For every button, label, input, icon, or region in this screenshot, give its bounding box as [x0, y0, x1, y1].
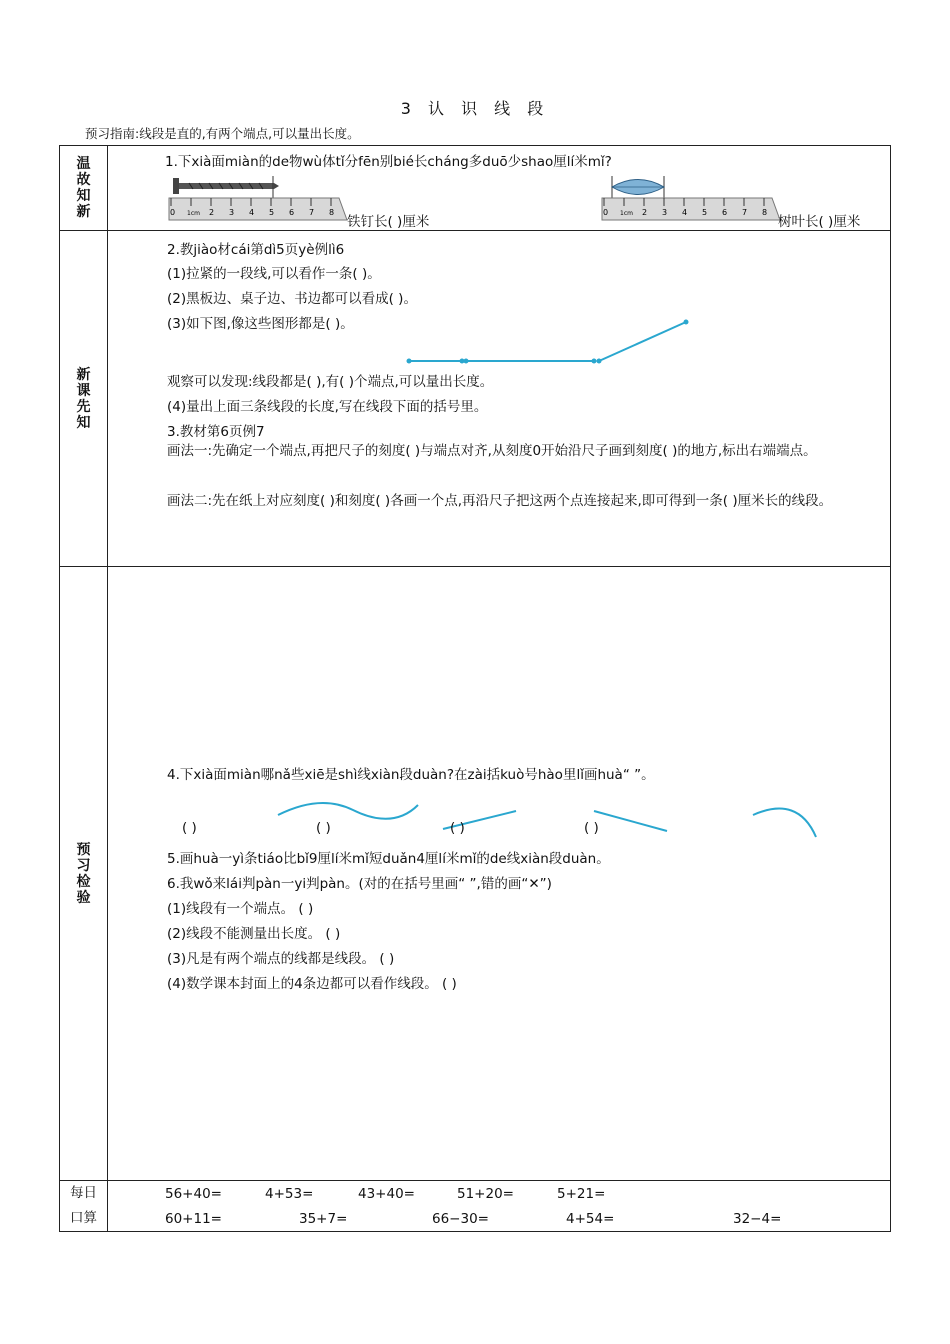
svg-text:0: 0 [170, 208, 176, 217]
q4-figures [268, 795, 888, 845]
arc-figure-4 [753, 809, 816, 837]
q2-line-1: (1)拉紧的一段线,可以看作一条( )。 [167, 266, 381, 282]
q2-line-4: (4)量出上面三条线段的长度,写在线段下面的括号里。 [167, 399, 488, 415]
ruler-1 [169, 198, 347, 220]
svg-text:8: 8 [762, 208, 768, 217]
calc-2-4: 4+54= [566, 1211, 615, 1227]
calc-1-5: 5+21= [557, 1186, 606, 1202]
calc-2-2: 35+7= [299, 1211, 348, 1227]
segment-figure-3 [594, 811, 667, 831]
svg-text:5: 5 [269, 208, 275, 217]
q2-head: 2.教jiào材cái第dì5页yè例lì6 [167, 242, 345, 258]
q6-statement-1: (1)线段有一个端点。 ( ) [167, 901, 314, 917]
q4-bracket-1: ( ) [182, 820, 197, 836]
q2-line-3: (3)如下图,像这些图形都是( )。 [167, 316, 354, 332]
q4-text: 4.下xià面miàn哪nǎ些xiē是shì线xiàn段duàn?在zài括kuò号hào里lǐ画huà“ ”。 [167, 767, 655, 783]
calc-2-1: 60+11= [165, 1211, 222, 1227]
svg-text:6: 6 [722, 208, 728, 217]
section-label-new-lesson: 新课先知 [60, 231, 108, 567]
q5-text: 5.画huà一yì条tiáo比bǐ9厘lí米mǐ短duǎn4厘lí米mǐ的de线xiàn段duàn。 [167, 851, 610, 867]
page-title: 3 认 识 线 段 [400, 99, 550, 118]
ruler-2 [602, 198, 780, 220]
q6-statement-2: (2)线段不能测量出长度。 ( ) [167, 926, 341, 942]
nail-length-label: 铁钉长( )厘米 [347, 214, 430, 230]
svg-text:0: 0 [603, 208, 609, 217]
q1-text: 1.下xià面miàn的de物wù体tǐ分fēn别bié长cháng多duō少shao厘lí米mǐ? [165, 154, 612, 170]
daily-calc-cell [108, 1181, 891, 1232]
curve-figure-1 [278, 803, 418, 819]
section-label-daily: 每日口算 [60, 1181, 108, 1232]
calc-2-5: 32−4= [733, 1211, 782, 1227]
svg-text:7: 7 [309, 208, 315, 217]
svg-text:4: 4 [682, 208, 688, 217]
leaf-icon [612, 180, 664, 195]
q6-statement-3: (3)凡是有两个端点的线都是线段。 ( ) [167, 951, 395, 967]
calc-1-3: 43+40= [358, 1186, 415, 1202]
nail-icon [173, 178, 279, 194]
calc-2-3: 66−30= [432, 1211, 489, 1227]
q4-bracket-3: ( ) [450, 820, 465, 836]
section-label-preview-check: 预习检验 [60, 567, 108, 1181]
calc-1-2: 4+53= [265, 1186, 314, 1202]
svg-text:7: 7 [742, 208, 748, 217]
nail-ruler-figure [169, 174, 349, 224]
q4-bracket-4: ( ) [584, 820, 599, 836]
q6-head: 6.我wǒ来lái判pàn一yi判pàn。(对的在括号里画“ ”,错的画“✕”) [167, 876, 552, 892]
preview-guide: 预习指南:线段是直的,有两个端点,可以量出长度。 [85, 126, 360, 141]
q3-method-2: 画法二:先在纸上对应刻度( )和刻度( )各画一个点,再沿尺子把这两个点连接起来,即可得到一条( )厘米长的线段。 [167, 493, 833, 509]
worksheet-table [59, 145, 891, 1232]
svg-text:8: 8 [329, 208, 335, 217]
q2-observation: 观察可以发现:线段都是( ),有( )个端点,可以量出长度。 [167, 374, 494, 390]
svg-text:2: 2 [209, 208, 215, 217]
q3-method-1: 画法一:先确定一个端点,再把尺子的刻度( )与端点对齐,从刻度0开始沿尺子画到刻度( )的地方,标出右端端点。 [167, 443, 817, 459]
preview-check-cell [108, 567, 891, 1181]
new-lesson-cell [108, 231, 891, 567]
q2-line-2: (2)黑板边、桌子边、书边都可以看成( )。 [167, 291, 417, 307]
q4-bracket-2: ( ) [316, 820, 331, 836]
svg-text:1cm: 1cm [620, 210, 633, 217]
svg-text:2: 2 [642, 208, 648, 217]
section-label-review: 温故知新 [60, 146, 108, 231]
calc-1-4: 51+20= [457, 1186, 514, 1202]
segments-figure [404, 329, 694, 369]
svg-text:1cm: 1cm [187, 210, 200, 217]
q6-statement-4: (4)数学课本封面上的4条边都可以看作线段。 ( ) [167, 976, 457, 992]
svg-text:3: 3 [229, 208, 235, 217]
svg-text:6: 6 [289, 208, 295, 217]
svg-text:5: 5 [702, 208, 708, 217]
svg-text:3: 3 [662, 208, 668, 217]
svg-text:4: 4 [249, 208, 255, 217]
review-cell [108, 146, 891, 231]
leaf-ruler-figure [602, 174, 782, 224]
leaf-length-label: 树叶长( )厘米 [778, 214, 861, 230]
calc-1-1: 56+40= [165, 1186, 222, 1202]
q3-head: 3.教材第6页例7 [167, 424, 265, 440]
